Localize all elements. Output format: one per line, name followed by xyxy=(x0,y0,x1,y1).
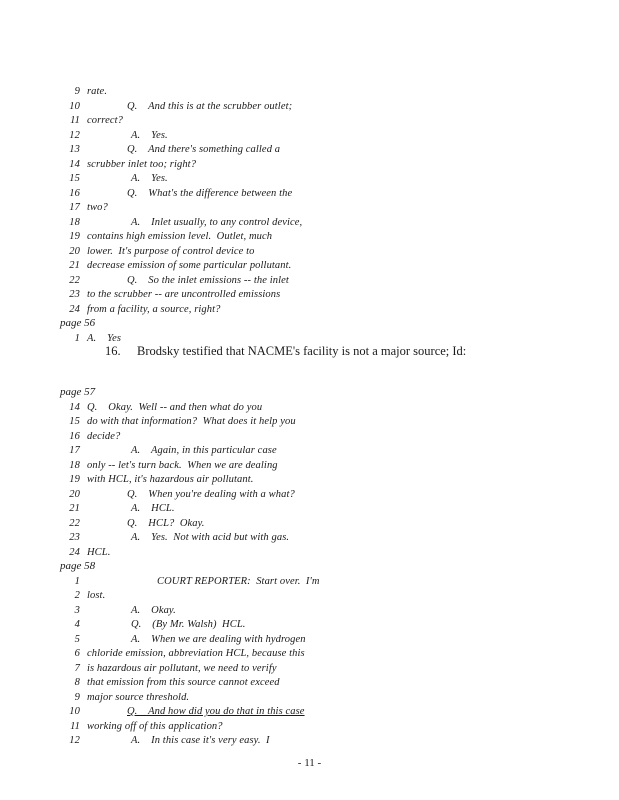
line-number: 6 xyxy=(74,648,80,659)
line-text: two? xyxy=(87,202,108,213)
line-text: Q. Okay. Well -- and then what do you xyxy=(87,401,263,413)
line-number: 21 xyxy=(69,503,80,514)
line-text: only -- let's turn back. When we are dealing xyxy=(87,459,278,471)
transcript-page-label: page 56 xyxy=(60,317,96,329)
line-text: Q. And this is at the scrubber outlet; xyxy=(127,100,293,112)
line-number: 19 xyxy=(69,474,80,485)
line-text: COURT REPORTER: Start over. I'm xyxy=(157,575,320,587)
line-text: rate. xyxy=(87,86,108,97)
line-text: Q. (By Mr. Walsh) HCL. xyxy=(131,619,246,630)
line-number: 15 xyxy=(69,416,80,427)
line-text: decide? xyxy=(87,430,121,442)
line-number: 20 xyxy=(69,245,80,257)
line-text: is hazardous air pollutant, we need to verify xyxy=(87,662,277,674)
line-number: 18 xyxy=(69,216,80,228)
line-number: 4 xyxy=(74,619,80,630)
line-number: 24 xyxy=(69,546,80,558)
line-number: 23 xyxy=(69,532,80,543)
line-text: decrease emission of some particular pollutant. xyxy=(87,260,292,271)
line-text: A. Yes. Not with acid but with gas. xyxy=(131,532,290,543)
line-text: A. HCL. xyxy=(131,503,175,514)
line-number: 17 xyxy=(69,445,80,456)
line-number: 14 xyxy=(69,401,80,413)
line-text: A. In this case it's very easy. I xyxy=(131,735,270,746)
line-number: 1 xyxy=(74,332,80,344)
line-text: with HCL, it's hazardous air pollutant. xyxy=(87,474,254,485)
line-text: A. When we are dealing with hydrogen xyxy=(131,633,306,645)
line-number: 11 xyxy=(70,115,80,126)
line-text: A. Okay. xyxy=(131,604,176,616)
line-number: 3 xyxy=(74,604,80,616)
line-text: Q. HCL? Okay. xyxy=(127,517,205,529)
line-text: chloride emission, abbreviation HCL, because this xyxy=(87,648,305,659)
line-number: 22 xyxy=(69,517,80,529)
line-number: 10 xyxy=(69,706,80,717)
line-number: 13 xyxy=(69,144,80,155)
line-text: lower. It's purpose of control device to xyxy=(87,245,255,257)
paragraph-text: Brodsky testified that NACME's facility is not a major source; Id: xyxy=(137,344,467,358)
line-text: lost. xyxy=(87,590,106,601)
line-text: Q. When you're dealing with a what? xyxy=(127,488,295,500)
transcript-page-label: page 58 xyxy=(60,560,96,572)
line-number: 7 xyxy=(74,662,80,674)
line-number: 2 xyxy=(74,590,80,601)
page-number: - 11 - xyxy=(297,757,322,769)
transcript-page-label: page 57 xyxy=(60,386,96,398)
line-text: scrubber inlet too; right? xyxy=(87,158,197,170)
line-text: A. Yes. xyxy=(131,173,168,184)
line-text: A. Again, in this particular case xyxy=(131,445,277,456)
line-text: A. Inlet usually, to any control device, xyxy=(131,216,303,228)
line-number: 14 xyxy=(69,158,80,170)
line-text: Q. So the inlet emissions -- the inlet xyxy=(127,274,289,286)
line-number: 21 xyxy=(69,260,80,271)
line-number: 9 xyxy=(74,86,80,97)
line-number: 16 xyxy=(69,187,80,199)
line-text: HCL. xyxy=(87,546,111,558)
line-text: to the scrubber -- are uncontrolled emissions xyxy=(87,289,281,300)
line-number: 18 xyxy=(69,459,80,471)
line-text: Q. And how did you do that in this case xyxy=(127,706,305,717)
line-number: 9 xyxy=(74,691,80,703)
line-text: working off of this application? xyxy=(87,720,223,732)
line-text: contains high emission level. Outlet, much xyxy=(87,231,273,242)
line-number: 23 xyxy=(69,289,80,300)
line-number: 22 xyxy=(69,274,80,286)
line-number: 5 xyxy=(74,633,80,645)
numbered-paragraph-16 xyxy=(105,344,466,359)
line-number: 12 xyxy=(69,129,80,141)
line-number: 8 xyxy=(74,677,80,688)
line-text: Q. And there's something called a xyxy=(127,144,281,155)
line-text: correct? xyxy=(87,115,123,126)
line-number: 19 xyxy=(69,231,80,242)
line-number: 15 xyxy=(69,173,80,184)
line-number: 10 xyxy=(69,100,80,112)
line-number: 1 xyxy=(74,575,80,587)
line-number: 17 xyxy=(69,202,80,213)
line-text: that emission from this source cannot exceed xyxy=(87,677,280,688)
line-text: from a facility, a source, right? xyxy=(87,303,221,315)
line-number: 20 xyxy=(69,488,80,500)
line-text: Q. What's the difference between the xyxy=(127,187,293,199)
line-text: A. Yes xyxy=(87,332,122,344)
line-number: 12 xyxy=(69,735,80,746)
line-number: 16 xyxy=(69,430,80,442)
line-number: 11 xyxy=(70,720,80,732)
paragraph-number: 16. xyxy=(105,344,121,358)
line-text: do with that information? What does it help you xyxy=(87,416,296,427)
line-text: major source threshold. xyxy=(87,691,190,703)
line-number: 24 xyxy=(69,303,80,315)
line-text: A. Yes. xyxy=(131,129,168,141)
